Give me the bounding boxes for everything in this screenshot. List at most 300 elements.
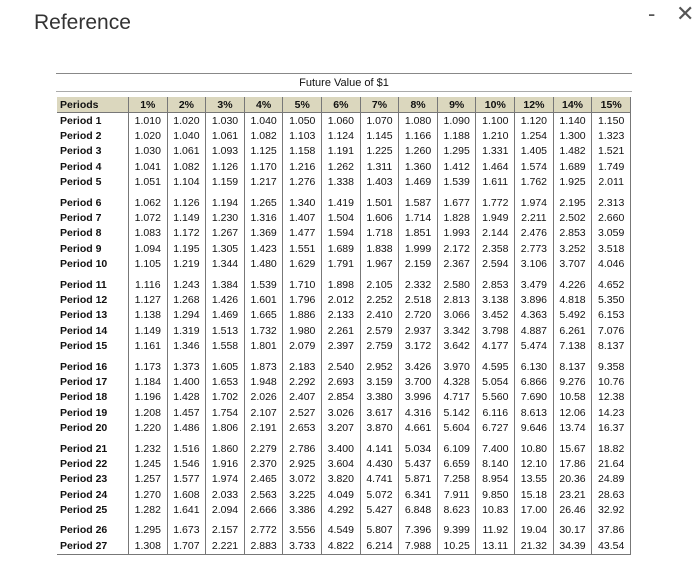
table-row (57, 405, 631, 420)
table-cell: 2.358 (476, 241, 515, 256)
table-cell: 1.457 (167, 405, 206, 420)
table-cell: 2.292 (283, 374, 322, 389)
table-cell: 1.360 (399, 159, 438, 174)
table-cell: 1.262 (322, 159, 361, 174)
header-rate: 3% (206, 97, 245, 113)
table-cell: 1.316 (244, 210, 283, 225)
table-cell: 1.754 (206, 405, 245, 420)
table-cell: 5.350 (592, 292, 631, 307)
table-cell: 1.423 (244, 241, 283, 256)
table-cell: 1.030 (129, 144, 168, 159)
table-cell: 2.221 (206, 538, 245, 554)
table-cell: 2.026 (244, 390, 283, 405)
table-cell: 2.952 (360, 359, 399, 374)
table-row (57, 323, 631, 338)
header-rate: 15% (592, 97, 631, 113)
table-cell: 1.925 (553, 175, 592, 190)
table-row (57, 441, 631, 456)
close-icon[interactable]: ✕ (676, 1, 695, 26)
period-label: Period 27 (57, 538, 129, 554)
header-rate: 7% (360, 97, 399, 113)
table-cell: 2.720 (399, 308, 438, 323)
table-cell: 6.727 (476, 420, 515, 435)
table-cell: 1.082 (167, 159, 206, 174)
table-cell: 10.58 (553, 390, 592, 405)
table-cell: 3.225 (283, 487, 322, 502)
table-cell: 5.871 (399, 472, 438, 487)
table-cell: 1.611 (476, 175, 515, 190)
header-rate: 8% (399, 97, 438, 113)
table-cell: 2.594 (476, 257, 515, 272)
table-cell: 1.319 (167, 323, 206, 338)
table-cell: 1.308 (129, 538, 168, 554)
table-cell: 2.465 (244, 472, 283, 487)
table-cell: 4.177 (476, 338, 515, 353)
table-cell: 21.32 (515, 538, 554, 554)
table-cell: 30.17 (553, 523, 592, 538)
table-cell: 6.848 (399, 502, 438, 517)
table-cell: 1.949 (476, 210, 515, 225)
table-row (57, 487, 631, 502)
table-cell: 1.217 (244, 175, 283, 190)
period-label: Period 14 (57, 323, 129, 338)
header-rate: 1% (129, 97, 168, 113)
table-cell: 7.396 (399, 523, 438, 538)
period-label: Period 7 (57, 210, 129, 225)
table-cell: 6.659 (437, 456, 476, 471)
header-rate: 9% (437, 97, 476, 113)
period-label: Period 4 (57, 159, 129, 174)
period-label: Period 6 (57, 195, 129, 210)
table-cell: 1.605 (206, 359, 245, 374)
table-cell: 2.252 (360, 292, 399, 307)
table-cell: 1.082 (244, 128, 283, 143)
table-cell: 1.369 (244, 226, 283, 241)
table-cell: 1.020 (167, 113, 206, 129)
table-cell: 3.604 (322, 456, 361, 471)
table-cell: 3.452 (476, 308, 515, 323)
table-cell: 9.646 (515, 420, 554, 435)
table-cell: 1.419 (322, 195, 361, 210)
table-cell: 4.292 (322, 502, 361, 517)
table-cell: 1.295 (437, 144, 476, 159)
period-label: Period 26 (57, 523, 129, 538)
table-cell: 4.316 (399, 405, 438, 420)
table-cell: 1.158 (283, 144, 322, 159)
table-cell: 1.796 (283, 292, 322, 307)
table-cell: 2.786 (283, 441, 322, 456)
table-cell: 1.689 (553, 159, 592, 174)
table-cell: 3.252 (553, 241, 592, 256)
table-row (57, 523, 631, 538)
table-cell: 1.104 (167, 175, 206, 190)
table-cell: 4.818 (553, 292, 592, 307)
table-row (57, 390, 631, 405)
table-cell: 3.870 (360, 420, 399, 435)
period-label: Period 16 (57, 359, 129, 374)
table-cell: 20.36 (553, 472, 592, 487)
period-label: Period 18 (57, 390, 129, 405)
table-cell: 1.300 (553, 128, 592, 143)
table-cell: 1.689 (322, 241, 361, 256)
table-cell: 1.898 (322, 277, 361, 292)
table-cell: 1.714 (399, 210, 438, 225)
table-cell: 3.066 (437, 308, 476, 323)
table-cell: 1.184 (129, 374, 168, 389)
table-row (57, 338, 631, 353)
table-cell: 3.159 (360, 374, 399, 389)
table-cell: 3.733 (283, 538, 322, 554)
table-cell: 4.741 (360, 472, 399, 487)
table-cell: 2.159 (399, 257, 438, 272)
table-cell: 2.370 (244, 456, 283, 471)
table-cell: 5.034 (399, 441, 438, 456)
table-row (57, 277, 631, 292)
table-row (57, 538, 631, 554)
table-cell: 1.127 (129, 292, 168, 307)
table-cell: 2.133 (322, 308, 361, 323)
table-cell: 4.717 (437, 390, 476, 405)
table-row (57, 292, 631, 307)
table-cell: 3.026 (322, 405, 361, 420)
table-cell: 1.551 (283, 241, 322, 256)
period-label: Period 23 (57, 472, 129, 487)
table-cell: 2.540 (322, 359, 361, 374)
table-cell: 1.125 (244, 144, 283, 159)
table-cell: 5.437 (399, 456, 438, 471)
table-cell: 1.574 (515, 159, 554, 174)
table-cell: 1.384 (206, 277, 245, 292)
table-cell: 3.798 (476, 323, 515, 338)
table-cell: 3.707 (553, 257, 592, 272)
table-cell: 1.166 (399, 128, 438, 143)
table-cell: 2.693 (322, 374, 361, 389)
table-cell: 7.400 (476, 441, 515, 456)
header-periods: Periods (57, 97, 129, 113)
window-title: Reference (34, 11, 131, 34)
table-row (57, 308, 631, 323)
table-cell: 2.759 (360, 338, 399, 353)
table-cell: 7.911 (437, 487, 476, 502)
period-label: Period 19 (57, 405, 129, 420)
table-cell: 1.126 (206, 159, 245, 174)
table-cell: 1.801 (244, 338, 283, 353)
table-cell: 3.400 (322, 441, 361, 456)
period-label: Period 21 (57, 441, 129, 456)
table-row (57, 159, 631, 174)
table-cell: 1.267 (206, 226, 245, 241)
table-cell: 1.601 (244, 292, 283, 307)
table-cell: 2.579 (360, 323, 399, 338)
table-cell: 1.980 (283, 323, 322, 338)
table-cell: 1.188 (437, 128, 476, 143)
table-cell: 1.577 (167, 472, 206, 487)
table-cell: 3.138 (476, 292, 515, 307)
table-row (57, 210, 631, 225)
table-cell: 4.652 (592, 277, 631, 292)
table-cell: 1.265 (244, 195, 283, 210)
table-cell: 2.666 (244, 502, 283, 517)
table-cell: 6.153 (592, 308, 631, 323)
table-cell: 3.996 (399, 390, 438, 405)
table-cell: 2.660 (592, 210, 631, 225)
table-cell: 3.426 (399, 359, 438, 374)
table-cell: 2.407 (283, 390, 322, 405)
table-cell: 2.397 (322, 338, 361, 353)
table-cell: 4.549 (322, 523, 361, 538)
table-cell: 1.677 (437, 195, 476, 210)
table-cell: 1.653 (206, 374, 245, 389)
table-cell: 1.094 (129, 241, 168, 256)
table-cell: 1.103 (283, 128, 322, 143)
table-cell: 3.970 (437, 359, 476, 374)
table-cell: 3.059 (592, 226, 631, 241)
table-cell: 1.486 (167, 420, 206, 435)
table-cell: 1.030 (206, 113, 245, 129)
table-cell: 1.469 (399, 175, 438, 190)
table-cell: 2.853 (553, 226, 592, 241)
table-cell: 2.279 (244, 441, 283, 456)
period-label: Period 5 (57, 175, 129, 190)
table-cell: 1.040 (167, 128, 206, 143)
table-cell: 1.145 (360, 128, 399, 143)
table-cell: 3.642 (437, 338, 476, 353)
table-cell: 1.539 (244, 277, 283, 292)
table-cell: 1.294 (167, 308, 206, 323)
table-cell: 4.363 (515, 308, 554, 323)
table-cell: 4.141 (360, 441, 399, 456)
table-cell: 10.25 (437, 538, 476, 554)
table-cell: 1.170 (244, 159, 283, 174)
table-cell: 1.426 (206, 292, 245, 307)
table-cell: 8.613 (515, 405, 554, 420)
header-rate: 2% (167, 97, 206, 113)
table-cell: 10.76 (592, 374, 631, 389)
table-cell: 1.407 (283, 210, 322, 225)
table-cell: 1.749 (592, 159, 631, 174)
table-cell: 2.191 (244, 420, 283, 435)
table-caption: Future Value of $1 (299, 77, 389, 89)
table-cell: 1.126 (167, 195, 206, 210)
minimize-button[interactable]: - (648, 1, 656, 26)
table-cell: 2.653 (283, 420, 322, 435)
table-cell: 1.195 (167, 241, 206, 256)
table-cell: 1.732 (244, 323, 283, 338)
table-cell: 8.623 (437, 502, 476, 517)
table-cell: 9.358 (592, 359, 631, 374)
table-cell: 1.040 (244, 113, 283, 129)
table-row (57, 128, 631, 143)
table-cell: 1.245 (129, 456, 168, 471)
table-cell: 1.702 (206, 390, 245, 405)
table-cell: 2.332 (399, 277, 438, 292)
table-cell: 1.974 (206, 472, 245, 487)
table-cell: 9.276 (553, 374, 592, 389)
table-cell: 5.142 (437, 405, 476, 420)
table-cell: 2.144 (476, 226, 515, 241)
table-cell: 3.072 (283, 472, 322, 487)
period-label: Period 15 (57, 338, 129, 353)
table-cell: 26.46 (553, 502, 592, 517)
table-cell: 1.051 (129, 175, 168, 190)
header-rate: 14% (553, 97, 592, 113)
table-cell: 17.00 (515, 502, 554, 517)
table-cell: 5.054 (476, 374, 515, 389)
table-cell: 1.070 (360, 113, 399, 129)
table-cell: 5.807 (360, 523, 399, 538)
header-rate: 10% (476, 97, 515, 113)
table-cell: 3.380 (360, 390, 399, 405)
table-cell: 1.860 (206, 441, 245, 456)
table-cell: 1.558 (206, 338, 245, 353)
table-cell: 2.883 (244, 538, 283, 554)
table-cell: 3.207 (322, 420, 361, 435)
table-cell: 3.820 (322, 472, 361, 487)
table-cell: 1.060 (322, 113, 361, 129)
table-cell: 4.822 (322, 538, 361, 554)
table-cell: 2.079 (283, 338, 322, 353)
header-row (57, 97, 631, 113)
table-cell: 10.80 (515, 441, 554, 456)
table-cell: 1.464 (476, 159, 515, 174)
table-cell: 11.92 (476, 523, 515, 538)
table-cell: 1.220 (129, 420, 168, 435)
table-cell: 2.033 (206, 487, 245, 502)
table-cell: 1.080 (399, 113, 438, 129)
table-cell: 1.210 (476, 128, 515, 143)
table-cell: 32.92 (592, 502, 631, 517)
caption-rule (56, 91, 632, 92)
table-row (57, 456, 631, 471)
table-cell: 2.527 (283, 405, 322, 420)
table-cell: 1.100 (476, 113, 515, 129)
table-cell: 1.194 (206, 195, 245, 210)
period-label: Period 12 (57, 292, 129, 307)
table-cell: 1.323 (592, 128, 631, 143)
table-cell: 1.428 (167, 390, 206, 405)
table-cell: 16.37 (592, 420, 631, 435)
table-row (57, 226, 631, 241)
table-cell: 2.107 (244, 405, 283, 420)
table-cell: 1.105 (129, 257, 168, 272)
table-cell: 37.86 (592, 523, 631, 538)
table-cell: 4.328 (437, 374, 476, 389)
table-cell: 10.83 (476, 502, 515, 517)
table-cell: 3.896 (515, 292, 554, 307)
table-cell: 2.580 (437, 277, 476, 292)
table-cell: 43.54 (592, 538, 631, 554)
period-label: Period 20 (57, 420, 129, 435)
table-cell: 1.041 (129, 159, 168, 174)
table-cell: 7.690 (515, 390, 554, 405)
period-label: Period 11 (57, 277, 129, 292)
table-cell: 6.130 (515, 359, 554, 374)
table-cell: 1.093 (206, 144, 245, 159)
table-row (57, 257, 631, 272)
table-cell: 1.469 (206, 308, 245, 323)
table-cell: 1.172 (167, 226, 206, 241)
table-cell: 1.270 (129, 487, 168, 502)
table-cell: 15.67 (553, 441, 592, 456)
table-cell: 1.838 (360, 241, 399, 256)
table-cell: 7.076 (592, 323, 631, 338)
table-cell: 1.331 (476, 144, 515, 159)
table-cell: 9.399 (437, 523, 476, 538)
table-cell: 7.258 (437, 472, 476, 487)
table-cell: 28.63 (592, 487, 631, 502)
table-cell: 34.39 (553, 538, 592, 554)
table-cell: 1.587 (399, 195, 438, 210)
table-cell: 4.887 (515, 323, 554, 338)
top-rule (56, 73, 632, 74)
period-label: Period 24 (57, 487, 129, 502)
table-cell: 14.23 (592, 405, 631, 420)
period-label: Period 9 (57, 241, 129, 256)
future-value-table (57, 97, 631, 555)
period-label: Period 17 (57, 374, 129, 389)
table-cell: 1.718 (360, 226, 399, 241)
table-cell: 1.916 (206, 456, 245, 471)
table-cell: 1.707 (167, 538, 206, 554)
table-cell: 2.853 (476, 277, 515, 292)
table-cell: 1.230 (206, 210, 245, 225)
table-cell: 6.341 (399, 487, 438, 502)
table-cell: 1.594 (322, 226, 361, 241)
table-row (57, 195, 631, 210)
table-cell: 1.948 (244, 374, 283, 389)
table-cell: 3.386 (283, 502, 322, 517)
period-label: Period 10 (57, 257, 129, 272)
table-cell: 1.282 (129, 502, 168, 517)
table-cell: 2.502 (553, 210, 592, 225)
table-cell: 1.806 (206, 420, 245, 435)
header-rate: 12% (515, 97, 554, 113)
table-cell: 1.149 (129, 323, 168, 338)
table-cell: 1.219 (167, 257, 206, 272)
table-cell: 1.340 (283, 195, 322, 210)
table-cell: 1.257 (129, 472, 168, 487)
table-cell: 1.338 (322, 175, 361, 190)
table-cell: 21.64 (592, 456, 631, 471)
table-cell: 1.124 (322, 128, 361, 143)
header-rate: 5% (283, 97, 322, 113)
table-cell: 1.295 (129, 523, 168, 538)
table-cell: 1.851 (399, 226, 438, 241)
table-cell: 2.854 (322, 390, 361, 405)
table-cell: 2.012 (322, 292, 361, 307)
table-cell: 1.516 (167, 441, 206, 456)
table-cell: 2.563 (244, 487, 283, 502)
table-cell: 1.254 (515, 128, 554, 143)
table-cell: 2.772 (244, 523, 283, 538)
table-cell: 5.072 (360, 487, 399, 502)
table-cell: 2.773 (515, 241, 554, 256)
table-cell: 1.149 (167, 210, 206, 225)
table-cell: 1.405 (515, 144, 554, 159)
table-cell: 1.606 (360, 210, 399, 225)
table-row (57, 420, 631, 435)
table-cell: 3.106 (515, 257, 554, 272)
table-cell: 8.137 (553, 359, 592, 374)
table-cell: 1.791 (322, 257, 361, 272)
table-cell: 13.55 (515, 472, 554, 487)
table-cell: 2.183 (283, 359, 322, 374)
table-cell: 1.539 (437, 175, 476, 190)
table-cell: 1.346 (167, 338, 206, 353)
table-cell: 1.061 (206, 128, 245, 143)
table-cell: 2.261 (322, 323, 361, 338)
table-cell: 8.954 (476, 472, 515, 487)
